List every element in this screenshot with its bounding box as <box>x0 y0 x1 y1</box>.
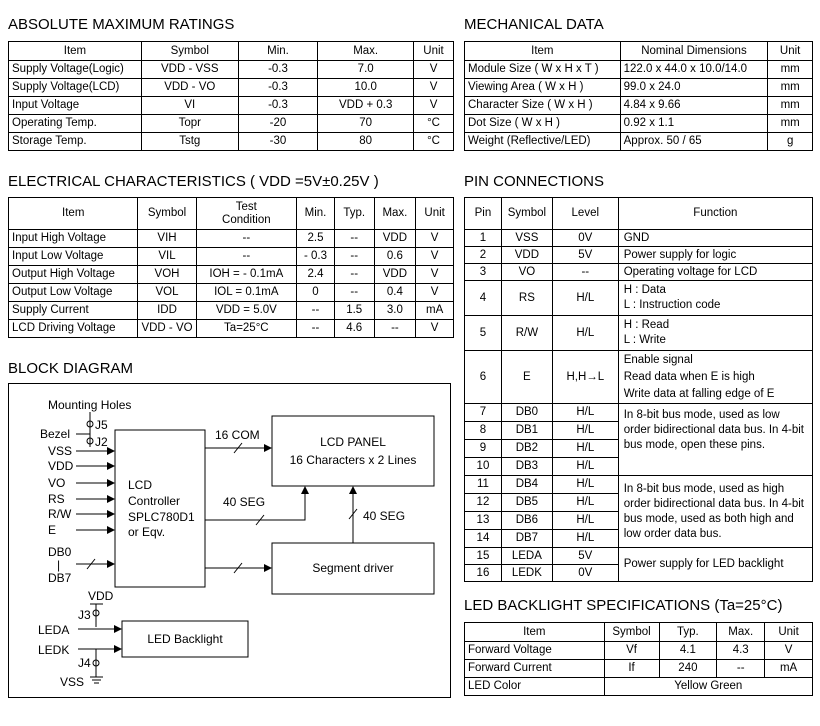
cell: VDD = 5.0V <box>196 302 297 320</box>
cell: Yellow Green <box>604 678 812 696</box>
pins-h-symbol: Symbol <box>501 198 552 230</box>
cell: mA <box>765 660 813 678</box>
cell: Forward Current <box>465 660 605 678</box>
cell: -- <box>334 284 374 302</box>
cell: DB3 <box>501 458 552 476</box>
cell: Input Voltage <box>9 97 142 115</box>
table-row <box>465 316 813 351</box>
cell: V <box>765 642 813 660</box>
table-row <box>465 678 813 696</box>
cell: 0V <box>552 565 618 582</box>
vss-pin-label: VSS <box>48 444 73 458</box>
pins-h-level: Level <box>552 198 618 230</box>
cell: -30 <box>238 133 318 151</box>
led-h-max: Max. <box>717 623 765 642</box>
cell: VDD + 0.3 <box>318 97 414 115</box>
cell: -- <box>717 660 765 678</box>
cell: 11 <box>465 476 502 494</box>
cell: -- <box>334 230 374 248</box>
cell: Storage Temp. <box>9 133 142 151</box>
cell: Power supply for logic <box>618 247 812 264</box>
cell: DB7 <box>501 530 552 548</box>
cell: 14 <box>465 530 502 548</box>
lcd-panel-label: LCD PANEL <box>320 435 386 449</box>
abs-h-symbol: Symbol <box>141 42 238 61</box>
pins-title: PIN CONNECTIONS <box>464 173 605 190</box>
db0-label: DB0 <box>48 545 72 559</box>
cell: 16 <box>465 565 502 582</box>
abs-h-min: Min. <box>238 42 318 61</box>
cell: VOL <box>138 284 196 302</box>
table-row <box>9 266 454 284</box>
vdd-label: VDD <box>88 589 114 603</box>
cell: 1.5 <box>334 302 374 320</box>
cell: -- <box>196 230 297 248</box>
cell: 5 <box>465 316 502 351</box>
cell: IOL = 0.1mA <box>196 284 297 302</box>
cell: VIH <box>138 230 196 248</box>
cell: 13 <box>465 512 502 530</box>
cell: VSS <box>501 230 552 247</box>
abs-h-item: Item <box>9 42 142 61</box>
cell: -- <box>334 248 374 266</box>
table-row <box>9 115 454 133</box>
leda-label: LEDA <box>38 623 70 637</box>
table-row <box>9 133 454 151</box>
cell: LCD Driving Voltage <box>9 320 138 338</box>
cell: 4.6 <box>334 320 374 338</box>
elec-h-unit: Unit <box>416 198 454 230</box>
cell: 5V <box>552 247 618 264</box>
cell: VOH <box>138 266 196 284</box>
cell: -- <box>374 320 416 338</box>
cell: DB4 <box>501 476 552 494</box>
table-row <box>9 248 454 266</box>
cell: 0.6 <box>374 248 416 266</box>
com-label: 16 COM <box>215 428 260 442</box>
block-title: BLOCK DIAGRAM <box>8 360 134 377</box>
table-row <box>465 660 813 678</box>
cell: -20 <box>238 115 318 133</box>
cell: LEDK <box>501 565 552 582</box>
pins-h-function: Function <box>618 198 812 230</box>
func-line: L : Write <box>623 334 666 346</box>
table-row <box>465 247 813 264</box>
table-row <box>465 97 813 115</box>
cell: Supply Voltage(Logic) <box>9 61 142 79</box>
func-line: Write data at falling edge of E <box>623 387 775 400</box>
cell: VDD <box>374 266 416 284</box>
cell: Character Size ( W x H ) <box>465 97 621 115</box>
seg-label-a: 40 SEG <box>223 495 266 509</box>
j4-label: J4 <box>78 656 91 670</box>
cell: Dot Size ( W x H ) <box>465 115 621 133</box>
table-row <box>9 79 454 97</box>
cell <box>618 281 812 316</box>
cell: 3.0 <box>374 302 416 320</box>
cell: DB5 <box>501 494 552 512</box>
mounting-holes-label: Mounting Holes <box>48 398 132 412</box>
cell: H,H→L <box>552 351 618 404</box>
cell: Output High Voltage <box>9 266 138 284</box>
led-h-item: Item <box>465 623 605 642</box>
cell: H/L <box>552 476 618 494</box>
cell: LED Color <box>465 678 605 696</box>
table-row <box>9 97 454 115</box>
cell: RS <box>501 281 552 316</box>
ledk-label: LEDK <box>38 643 70 657</box>
cell: -0.3 <box>238 61 318 79</box>
cell: LEDA <box>501 548 552 565</box>
cell <box>618 351 812 404</box>
elec-h-symbol: Symbol <box>138 198 196 230</box>
cell: -- <box>334 266 374 284</box>
cell: Power supply for LED backlight <box>618 548 812 582</box>
cell: °C <box>414 133 454 151</box>
cell: VDD - VO <box>138 320 196 338</box>
cell: DB2 <box>501 440 552 458</box>
led-h-symbol: Symbol <box>604 623 659 642</box>
table-row <box>9 302 454 320</box>
controller-line: or Eqv. <box>128 525 166 539</box>
cell: VDD - VO <box>141 79 238 97</box>
segment-driver-label: Segment driver <box>312 561 394 575</box>
table-row <box>9 320 454 338</box>
cell: V <box>416 230 454 248</box>
cell: H/L <box>552 458 618 476</box>
vo-pin-label: VO <box>48 476 66 490</box>
cell: mm <box>768 97 813 115</box>
cell: Supply Voltage(LCD) <box>9 79 142 97</box>
cell: 3 <box>465 264 502 281</box>
db-separator: | <box>57 558 61 572</box>
table-row <box>465 548 813 565</box>
func-line: Enable signal <box>623 353 693 366</box>
cell: 1 <box>465 230 502 247</box>
cell: IOH = - 0.1mA <box>196 266 297 284</box>
table-row <box>465 404 813 422</box>
cell: 2.4 <box>297 266 335 284</box>
vdd-pin-label: VDD <box>48 459 74 473</box>
cell: -0.3 <box>238 97 318 115</box>
cell: mA <box>416 302 454 320</box>
cell: mm <box>768 61 813 79</box>
lcd-panel-box <box>272 416 434 486</box>
cell: 0V <box>552 230 618 247</box>
cell: H/L <box>552 440 618 458</box>
elec-h-item: Item <box>9 198 138 230</box>
cell: 4.3 <box>717 642 765 660</box>
cell: H/L <box>552 404 618 422</box>
cell: Operating voltage for LCD <box>618 264 812 281</box>
cell: V <box>416 320 454 338</box>
block-diagram <box>8 383 451 698</box>
elec-h-max: Max. <box>374 198 416 230</box>
led-title: LED BACKLIGHT SPECIFICATIONS (Ta=25°C) <box>464 597 783 614</box>
table-row <box>465 115 813 133</box>
table-row <box>465 281 813 316</box>
cell: 0.92 x 1.1 <box>620 115 768 133</box>
cell: -- <box>196 248 297 266</box>
cell <box>618 316 812 351</box>
cell: Ta=25°C <box>196 320 297 338</box>
table-row <box>465 79 813 97</box>
cell: 9 <box>465 440 502 458</box>
cell: VO <box>501 264 552 281</box>
table-row <box>9 284 454 302</box>
cell: H/L <box>552 530 618 548</box>
cell: Forward Voltage <box>465 642 605 660</box>
cell: 4.84 x 9.66 <box>620 97 768 115</box>
cell: VDD - VSS <box>141 61 238 79</box>
cell: H/L <box>552 512 618 530</box>
cell: 0.4 <box>374 284 416 302</box>
cell: H/L <box>552 494 618 512</box>
cell: DB6 <box>501 512 552 530</box>
db7-label: DB7 <box>48 571 72 585</box>
cell: 4 <box>465 281 502 316</box>
rs-pin-label: RS <box>48 492 65 506</box>
cell: H/L <box>552 316 618 351</box>
cell: Operating Temp. <box>9 115 142 133</box>
abs-h-max: Max. <box>318 42 414 61</box>
cell: VDD <box>374 230 416 248</box>
cell: Topr <box>141 115 238 133</box>
cell: V <box>414 79 454 97</box>
cell: mm <box>768 79 813 97</box>
table-row <box>465 642 813 660</box>
cell: V <box>416 284 454 302</box>
abs-title: ABSOLUTE MAXIMUM RATINGS <box>8 16 235 33</box>
vss-label: VSS <box>60 675 85 689</box>
table-row <box>465 264 813 281</box>
cell: 70 <box>318 115 414 133</box>
controller-line: LCD <box>128 478 153 492</box>
mech-title: MECHANICAL DATA <box>464 16 604 33</box>
cell: Viewing Area ( W x H ) <box>465 79 621 97</box>
func-line: H : Read <box>623 319 670 331</box>
pins-h-pin: Pin <box>465 198 502 230</box>
cell: If <box>604 660 659 678</box>
cell: Tstg <box>141 133 238 151</box>
cell: Weight (Reflective/LED) <box>465 133 621 151</box>
cell: Input High Voltage <box>9 230 138 248</box>
cell: Output Low Voltage <box>9 284 138 302</box>
e-pin-label: E <box>48 523 57 537</box>
cell: In 8-bit bus mode, used as high order bidirectional data bus. In 4-bit bus mode, used as both high and low order data bus. <box>618 476 812 548</box>
cell: - 0.3 <box>297 248 335 266</box>
table-row <box>9 61 454 79</box>
controller-line: Controller <box>128 494 181 508</box>
func-line: H : Data <box>623 284 666 296</box>
cell: V <box>416 248 454 266</box>
cell: 10 <box>465 458 502 476</box>
lcd-controller-box <box>115 430 205 587</box>
cell: °C <box>414 115 454 133</box>
func-line: Read data when E is high <box>623 370 755 383</box>
cell: -- <box>552 264 618 281</box>
cell: 80 <box>318 133 414 151</box>
cell: R/W <box>501 316 552 351</box>
cell: Supply Current <box>9 302 138 320</box>
led-h-unit: Unit <box>765 623 813 642</box>
cell: -- <box>297 320 335 338</box>
cell: 122.0 x 44.0 x 10.0/14.0 <box>620 61 768 79</box>
cell: VDD <box>501 247 552 264</box>
cell: 8 <box>465 422 502 440</box>
cell: 10.0 <box>318 79 414 97</box>
led-backlight-label: LED Backlight <box>147 632 223 646</box>
lcd-panel-sub: 16 Characters x 2 Lines <box>289 453 417 467</box>
cell: DB1 <box>501 422 552 440</box>
cell: V <box>416 266 454 284</box>
cell: -0.3 <box>238 79 318 97</box>
table-row <box>465 61 813 79</box>
cell: H/L <box>552 281 618 316</box>
j5-label: J5 <box>95 418 108 432</box>
cell: 5V <box>552 548 618 565</box>
cell: H/L <box>552 422 618 440</box>
mech-h-item: Item <box>465 42 621 61</box>
cell: 240 <box>659 660 717 678</box>
mech-h-unit: Unit <box>768 42 813 61</box>
cell: 2.5 <box>297 230 335 248</box>
cell: 12 <box>465 494 502 512</box>
cell: DB0 <box>501 404 552 422</box>
mech-h-dim: Nominal Dimensions <box>620 42 768 61</box>
elec-h-min: Min. <box>297 198 335 230</box>
cell: 7 <box>465 404 502 422</box>
table-row <box>465 476 813 494</box>
cell: Input Low Voltage <box>9 248 138 266</box>
elec-h-test: Test Condition <box>196 198 297 230</box>
cell: 0 <box>297 284 335 302</box>
j2-label: J2 <box>95 435 108 449</box>
cell: g <box>768 133 813 151</box>
table-row <box>465 230 813 247</box>
cell: In 8-bit bus mode, used as low order bidirectional data bus. In 4-bit bus mode, open these pins. <box>618 404 812 476</box>
table-row <box>465 133 813 151</box>
cell: 7.0 <box>318 61 414 79</box>
j3-label: J3 <box>78 608 91 622</box>
abs-table <box>8 41 454 151</box>
led-h-typ: Typ. <box>659 623 717 642</box>
table-row <box>9 230 454 248</box>
seg-label-b: 40 SEG <box>363 509 406 523</box>
cell: -- <box>297 302 335 320</box>
elec-title: ELECTRICAL CHARACTERISTICS ( VDD =5V±0.25V ) <box>8 173 379 190</box>
cell: Vf <box>604 642 659 660</box>
cell: VI <box>141 97 238 115</box>
cell: GND <box>618 230 812 247</box>
abs-h-unit: Unit <box>414 42 454 61</box>
cell: E <box>501 351 552 404</box>
cell: Module Size ( W x H x T ) <box>465 61 621 79</box>
cell: 6 <box>465 351 502 404</box>
controller-line: SPLC780D1 <box>128 510 195 524</box>
cell: 99.0 x 24.0 <box>620 79 768 97</box>
cell: 15 <box>465 548 502 565</box>
elec-table <box>8 197 454 338</box>
pins-table <box>464 197 813 582</box>
elec-h-typ: Typ. <box>334 198 374 230</box>
table-row <box>465 351 813 404</box>
cell: V <box>414 61 454 79</box>
mech-table <box>464 41 813 151</box>
func-line: L : Instruction code <box>623 299 721 311</box>
cell: 4.1 <box>659 642 717 660</box>
led-table <box>464 622 813 696</box>
cell: 2 <box>465 247 502 264</box>
cell: V <box>414 97 454 115</box>
cell: VIL <box>138 248 196 266</box>
rw-pin-label: R/W <box>48 507 72 521</box>
bezel-label: Bezel <box>40 427 71 441</box>
cell: mm <box>768 115 813 133</box>
cell: IDD <box>138 302 196 320</box>
cell: Approx. 50 / 65 <box>620 133 768 151</box>
